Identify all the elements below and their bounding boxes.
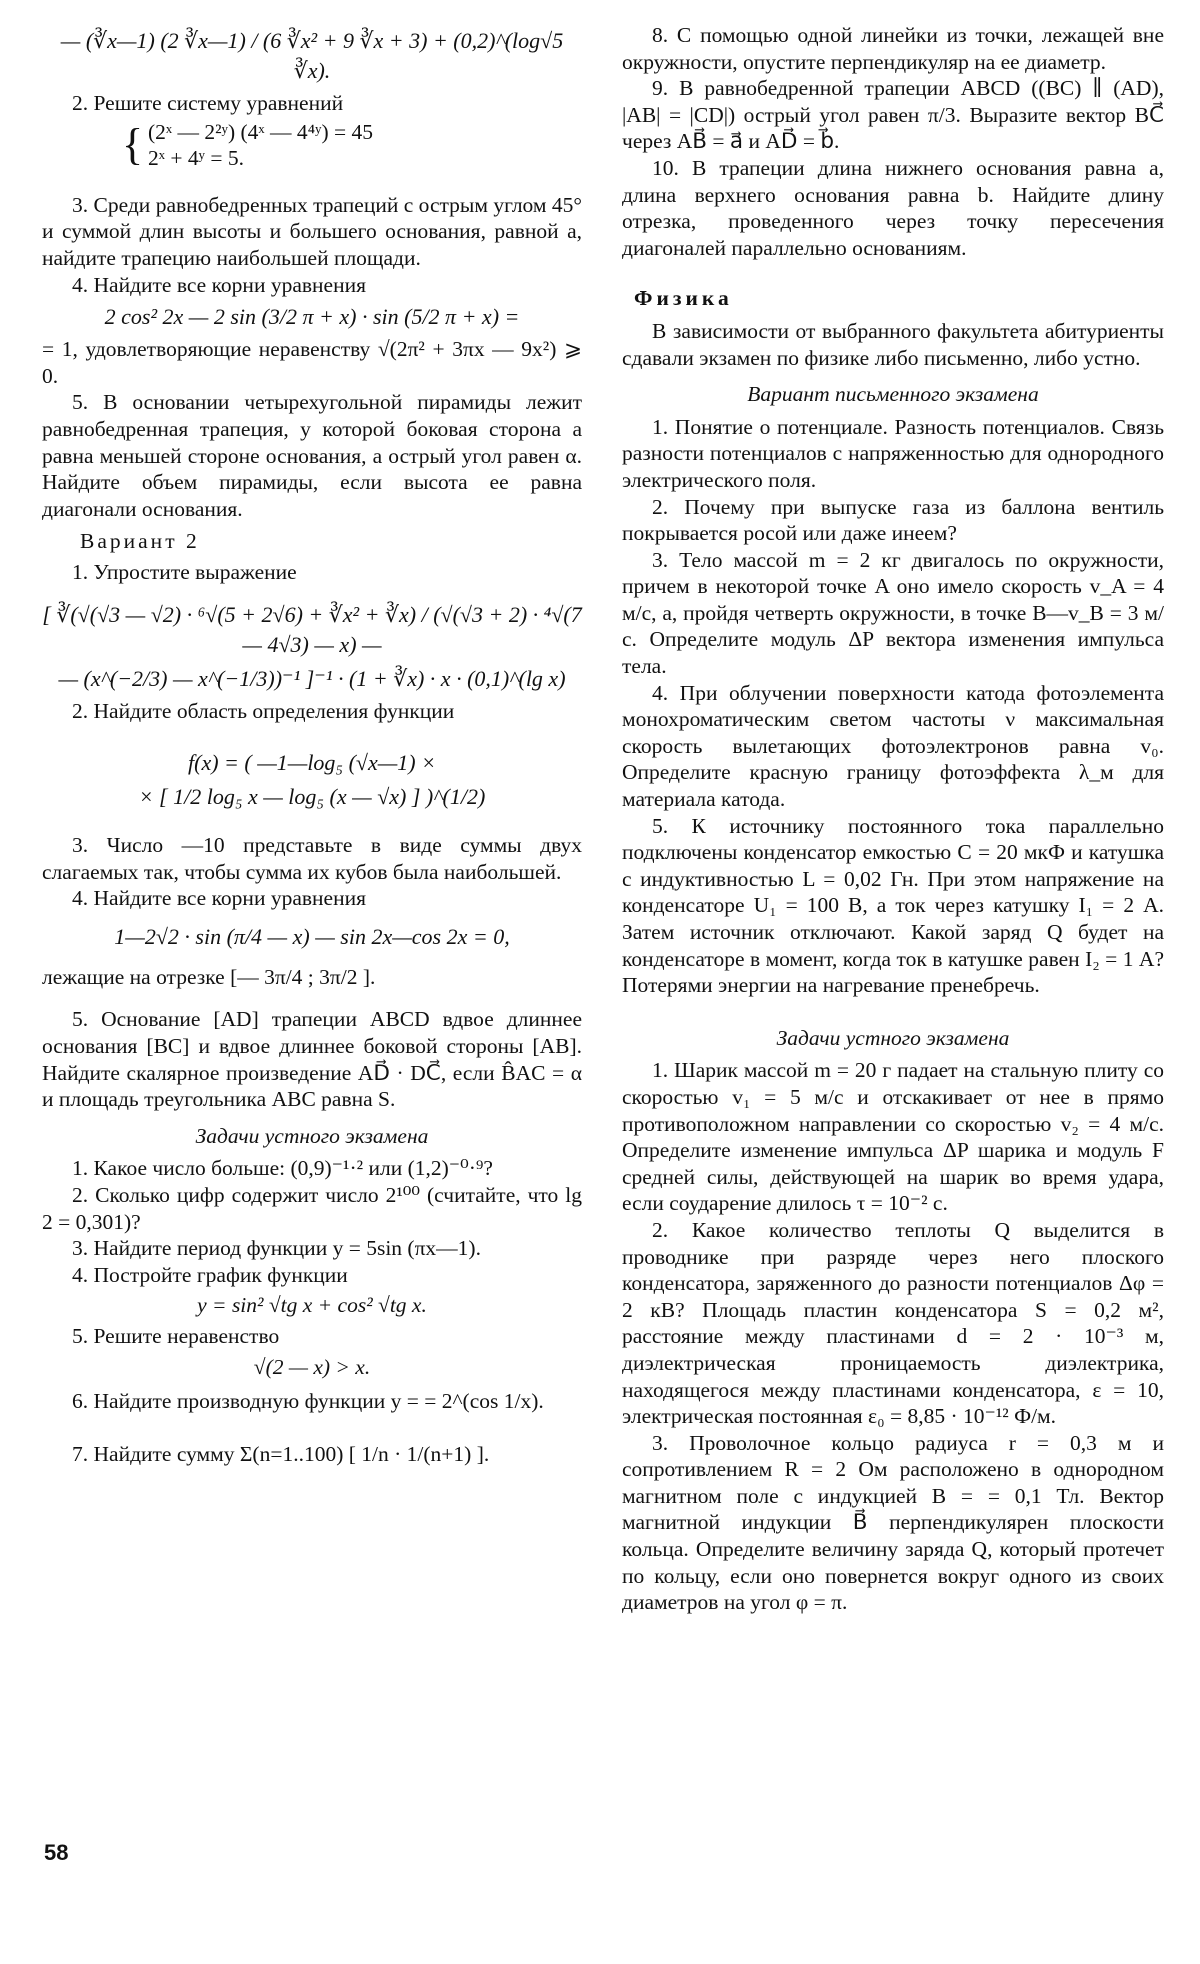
system-eq1: (2ˣ — 2²ʸ) (4ˣ — 4⁴ʸ) = 45 xyxy=(148,119,374,144)
oral-task2: 2. Сколько цифр содержит число 2¹⁰⁰ (считайте, что lg 2 = 0,301)? xyxy=(42,1183,582,1234)
physics-oral-task3: 3. Проволочное кольцо радиуса r = 0,3 м и сопротивлением R = 2 Ом расположено в однородном магнитном поле с индукцией B = = 0,1 Тл. Вектор магнитной индукции B⃗ перпендикулярен плоскости кольца. Определите величину заряда Q, который протечет по кольцу, если оно повернется вокруг одного из своих диаметров на угол φ = π. xyxy=(622,1430,1164,1615)
physics-title: Физика xyxy=(634,286,733,311)
v1-task4-intro: 4. Найдите все корни уравнения xyxy=(72,272,366,297)
oral-task3: 3. Найдите период функции y = 5sin (πx—1). xyxy=(72,1236,481,1261)
oral-task4-intro: 4. Постройте график функции xyxy=(72,1262,348,1287)
left-column xyxy=(42,22,582,1467)
task9: 9. В равнобедренной трапеции ABCD ((BC) ∥ (AD), |AB| = |CD|) острый угол равен π/3. Выразите вектор BC⃗ через AB⃗ = a⃗ и AD⃗ = b⃗. xyxy=(622,76,1164,154)
task8: 8. С помощью одной линейки из точки, лежащей вне окружности, опустите перпендикуляр на ее диаметр. xyxy=(622,23,1164,74)
variant2-title: Вариант 2 xyxy=(80,529,200,554)
oral-task5-intro: 5. Решите неравенство xyxy=(72,1324,280,1348)
system-eq2: 2ˣ + 4ʸ = 5. xyxy=(148,146,244,171)
v2-task3: 3. Число —10 представьте в виде суммы двух слагаемых так, чтобы сумма их кубов была наибольшей. xyxy=(42,833,582,884)
v2-task4-formula: 1—2√2 · sin (π/4 — x) — sin 2x—cos 2x = 0, xyxy=(114,923,510,949)
v2-task2-intro: 2. Найдите область определения функции xyxy=(72,698,455,723)
physics-task5: 5. К источнику постоянного тока параллельно подключены конденсатор емкостью C = 20 мкФ и катушка с индуктивностью L = 0,02 Гн. При этом напряжение на конденсаторе U₁ = 100 В, а ток через катушку I₁ = 2 А. Затем источник отключают. Какой заряд Q будет на конденсаторе в момент, когда ток в катушке равен I₂ = 1 А? Потерями энергии на нагревание пренебречь. xyxy=(622,813,1164,998)
v1-task5: 5. В основании четырехугольной пирамиды лежит равнобедренная трапеция, у которой боковая сторона a равна меньшей стороне основания, а острый угол равен α. Найдите объем пирамиды, если высота ее равна диагонали основания. xyxy=(42,390,582,521)
physics-task1: 1. Понятие о потенциале. Разность потенциалов. Связь разности потенциалов с напряженностью для однородного электрического поля. xyxy=(622,414,1164,492)
oral-task4-formula: y = sin² √tg x + cos² √tg x. xyxy=(197,1293,427,1318)
v2-task1-formula-a: [ ∛(√(√3 — √2) · ⁶√(5 + 2√6) + ∛x² + ∛x) / (√(√3 + 2) · ⁴√(7 — 4√3) — x) — xyxy=(42,601,582,657)
v1-task2-intro: 2. Решите систему уравнений xyxy=(72,91,344,115)
page-number: 58 xyxy=(44,1840,69,1865)
v2-task4-intro: 4. Найдите все корни уравнения xyxy=(72,886,366,911)
oral-task7: 7. Найдите сумму Σ(n=1..100) [ 1/n · 1/(n+1) ]. xyxy=(72,1441,490,1466)
v1-task4-formula: 2 cos² 2x — 2 sin (3/2 π + x) · sin (5/2 π + x) = xyxy=(104,304,520,330)
v1-task3: 3. Среди равнобедренных трапеций с острым углом 45° и суммой длин высоты и большего основания, равной a, найдите трапецию наибольшей площади. xyxy=(42,192,582,270)
v1-task4-cont: = 1, удовлетворяющие неравенству √(2π² + 3πx — 9x²) ⩾ 0. xyxy=(42,337,582,388)
v2-task4-cont: лежащие на отрезке [— 3π/4 ; 3π/2 ]. xyxy=(42,964,376,989)
oral-task6: 6. Найдите производную функции y = = 2^(cos 1/x). xyxy=(72,1389,544,1414)
physics-oral-task1: 1. Шарик массой m = 20 г падает на стальную плиту со скоростью v₁ = 5 м/с и отскакивает от нее в прямо противоположном направлении со скоростью v₂ = 4 м/с. Определите изменение импульса ΔP шарика и модуль F средней силы, действующей на шарик во время удара, если соударение длилось τ = 10⁻² с. xyxy=(622,1058,1164,1216)
v2-task1-formula-b: — (x^(−2/3) — x^(−1/3))⁻¹ ]⁻¹ · (1 + ∛x) · x · (0,1)^(lg x) xyxy=(58,665,566,691)
v2-task1-intro: 1. Упростите выражение xyxy=(72,559,297,584)
physics-task4: 4. При облучении поверхности катода фотоэлемента монохроматическим светом частоты ν максимальная скорость вылетающих фотоэлектронов равна v₀. Определите красную границу фотоэффекта λ_м для материала катода. xyxy=(622,680,1164,812)
v2-task5: 5. Основание [AD] трапеции ABCD вдвое длиннее основания [BC] и вдвое длиннее боковой стороны [AB]. Найдите скалярное произведение AD⃗ · DC⃗, если B̂AC = α и площадь треугольника ABC равна S. xyxy=(42,1007,582,1112)
oral-exam-title-left: Задачи устного экзамена xyxy=(195,1123,429,1148)
v2-task2-formula-b: × [ 1/2 log₅ x — log₅ (x — √x) ] )^(1/2) xyxy=(138,784,486,810)
task10: 10. В трапеции длина нижнего основания равна a, длина верхнего основания равна b. Найдите длину отрезка, проведенного через точку пересечения диагоналей параллельно основаниям. xyxy=(622,155,1164,260)
physics-intro: В зависимости от выбранного факультета абитуриенты сдавали экзамен по физике либо письменно, либо устно. xyxy=(622,318,1164,370)
oral-exam-title-right: Задачи устного экзамена xyxy=(776,1025,1010,1050)
brace-glyph: { xyxy=(122,119,144,169)
right-column xyxy=(622,22,1164,1616)
equation-system xyxy=(122,119,582,172)
oral-task5-formula: √(2 — x) > x. xyxy=(253,1354,371,1379)
physics-oral-task2: 2. Какое количество теплоты Q выделится в проводнике при разряде через него плоского конденсатора, заряженного до разности потенциалов Δφ = 2 кВ? Площадь пластин конденсатора S = 0,2 м², расстояние между пластинами d = 2 · 10⁻³ м, диэлектрическая проницаемость диэлектрика, находящегося между пластинами конденсатора, ε = 10, электрическая постоянная ε₀ = 8,85 · 10⁻¹² Ф/м. xyxy=(622,1217,1164,1429)
physics-task3: 3. Тело массой m = 2 кг двигалось по окружности, причем в некоторой точке A оно имело скорость v_A = 4 м/с, а, пройдя четверть окружности, в точке B—v_B = 3 м/с. Определите модуль ΔP вектора изменения импульса тела. xyxy=(622,547,1164,679)
oral-task1: 1. Какое число больше: (0,9)⁻¹·² или (1,2)⁻⁰·⁹? xyxy=(72,1156,493,1181)
continued-formula: — (∛x—1) (2 ∛x—1) / (6 ∛x² + 9 ∛x + 3) + (0,2)^(log√5 ∛x). xyxy=(60,28,564,83)
v2-task2-formula-a: f(x) = ( —1—log₅ (√x—1) × xyxy=(188,750,436,776)
written-exam-title: Вариант письменного экзамена xyxy=(747,382,1039,407)
physics-task2: 2. Почему при выпуске газа из баллона вентиль покрывается росой или даже инеем? xyxy=(622,494,1164,546)
